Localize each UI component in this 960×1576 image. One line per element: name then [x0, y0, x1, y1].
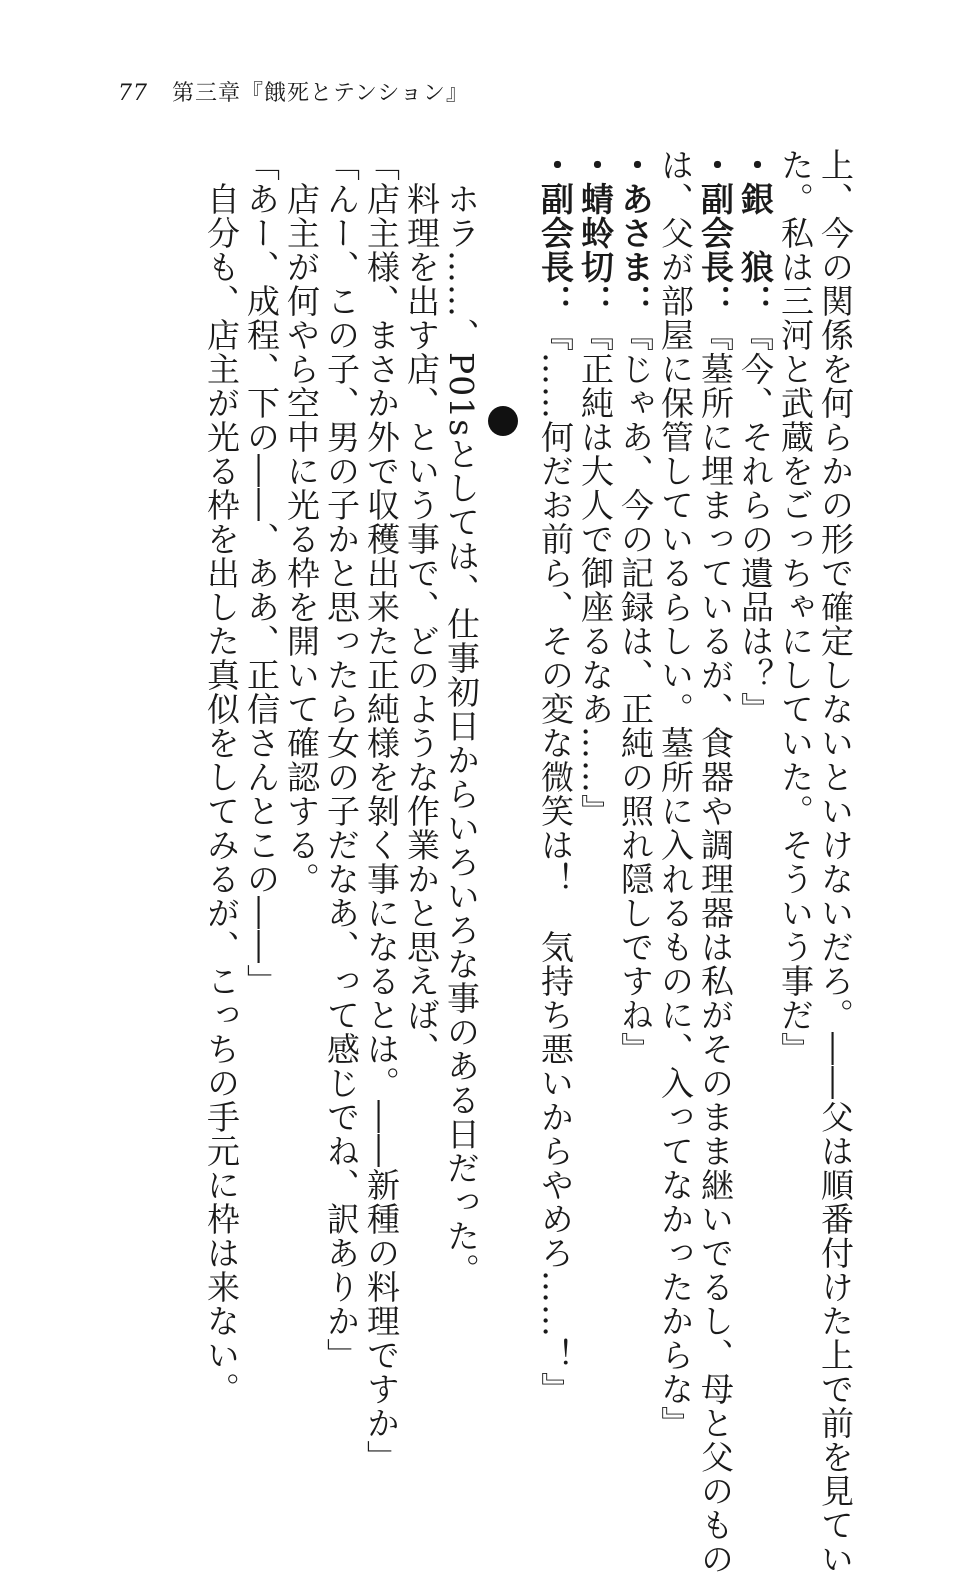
text-line — [656, 148, 695, 1440]
text-line — [362, 148, 401, 1474]
speaker-name: ・副会長： — [536, 148, 575, 318]
line-text: た。私は三河と武蔵をごっちゃにしていた。そういう事だ』 — [776, 148, 815, 1066]
text-line — [442, 148, 481, 1288]
line-text: 『じゃあ、今の記録は、正純の照れ隠しですね』 — [616, 318, 655, 1066]
text-line — [242, 148, 281, 1268]
scene-break-dot — [488, 406, 518, 436]
line-text: は、父が部屋に保管しているらしい。墓所に入れるものに、入ってなかったからな』 — [656, 148, 695, 1440]
speaker-name: ・あさま： — [616, 148, 655, 318]
text-line — [776, 148, 815, 1268]
line-text: 『墓所に埋まっているが、食器や調理器は私がそのまま継いでるし、母と父のもの — [696, 318, 735, 1576]
speaker-name: ・副会長： — [696, 148, 735, 318]
line-text: 「んー、この子、男の子かと思ったら女の子だなあ、って感じでね、訳ありか」 — [322, 148, 361, 1372]
line-text: 上、今の関係を何らかの形で確定しないといけないだろ。――父は順番付けた上で前を見てい — [816, 148, 855, 1576]
line-text: ホラ……、P01sとしては、仕事初日からいろいろな事のある日だった。 — [442, 148, 481, 1288]
text-line — [816, 148, 855, 1576]
speaker-name: ・銀 狼： — [736, 148, 775, 318]
page-number: 77 — [118, 81, 148, 106]
scene-break-gap — [478, 148, 532, 1268]
text-line — [202, 148, 241, 1406]
chat-line — [616, 148, 655, 1268]
chat-line — [696, 148, 735, 1576]
line-text: 「あー、成程、下の――、ああ、正信さんとこの――」 — [242, 148, 281, 998]
chat-line — [736, 148, 775, 1268]
running-header — [118, 76, 469, 107]
line-text: 『今、それらの遺品は？』 — [736, 318, 775, 726]
chat-line — [576, 148, 615, 1268]
line-text: 「店主様、まさか外で収穫出来た正純様を剝く事になるとは。――新種の料理ですか」 — [362, 148, 401, 1474]
line-text: 料理を出す店、という事で、どのような作業かと思えば、 — [402, 148, 441, 1066]
vertical-text-block — [112, 148, 855, 1576]
text-line — [322, 148, 361, 1372]
text-line — [282, 148, 321, 1268]
line-text: 店主が何やら空中に光る枠を開いて確認する。 — [282, 148, 321, 896]
line-text: 『……何だお前ら、その変な微笑は！ 気持ち悪いからやめろ……！』 — [536, 318, 575, 1406]
chat-line — [536, 148, 575, 1406]
line-text: 『正純は大人で御座るなあ……』 — [576, 318, 615, 828]
speaker-name: ・蜻蛉切： — [576, 148, 615, 318]
line-text: 自分も、店主が光る枠を出した真似をしてみるが、こっちの手元に枠は来ない。 — [202, 148, 241, 1406]
text-line — [402, 148, 441, 1268]
chapter-title: 第三章『餓死とテンション』 — [172, 81, 469, 106]
